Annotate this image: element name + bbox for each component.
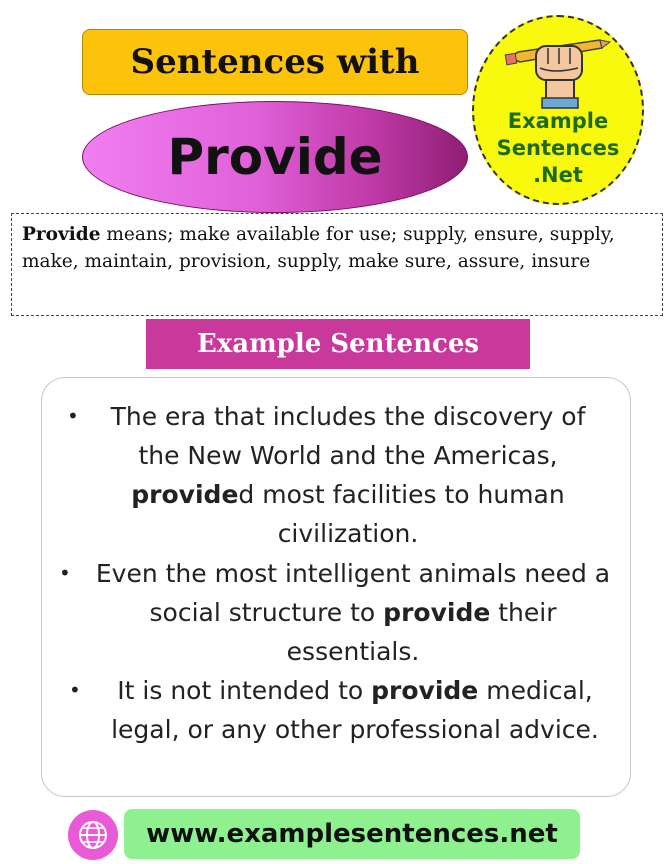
definition-box: [11, 213, 663, 316]
hand-holding-pencil-icon: [504, 28, 614, 110]
globe-icon: [68, 810, 118, 860]
definition-term: Provide: [22, 224, 101, 245]
website-link[interactable]: [124, 809, 580, 859]
sentence-1-before: The era that includes the discovery of the New World and the Americas,: [110, 402, 586, 470]
example-heading-text: Example Sentences: [196, 329, 479, 359]
logo-line-sentences: Sentences: [496, 136, 620, 160]
bullet: •: [67, 404, 79, 428]
sentence-1-after: d most facilities to human civilization.: [238, 480, 565, 548]
example-sentence-1: [41, 397, 631, 553]
example-sentence-3: [41, 671, 631, 749]
logo-text: [472, 108, 644, 189]
title-text: Sentences with: [130, 42, 420, 82]
definition-text: means; make available for use; supply, ensure, supply, make, maintain, provision, supply, make sure, assure, insure: [22, 224, 615, 272]
title-banner: [82, 29, 468, 95]
sentence-2-after: their essentials.: [286, 598, 557, 666]
sentence-3-keyword: provide: [371, 676, 479, 705]
sentence-3-after: medical, legal, or any other professional advice.: [111, 676, 599, 744]
website-url[interactable]: www.examplesentences.net: [146, 819, 558, 849]
example-sentences-heading: [146, 319, 530, 369]
sentence-2-before: Even the most intelligent animals need a social structure to: [95, 559, 611, 627]
word-ellipse: [82, 101, 468, 213]
example-sentence-2: [41, 554, 631, 671]
sentence-3-before: It is not intended to: [117, 676, 372, 705]
bullet: •: [69, 678, 81, 702]
sentence-2-keyword: provide: [383, 598, 491, 627]
sentence-1-keyword: provide: [131, 480, 239, 509]
logo-line-net: .Net: [533, 163, 583, 187]
word-text: Provide: [167, 128, 383, 186]
bullet: •: [59, 561, 71, 585]
logo-line-example: Example: [507, 109, 609, 133]
